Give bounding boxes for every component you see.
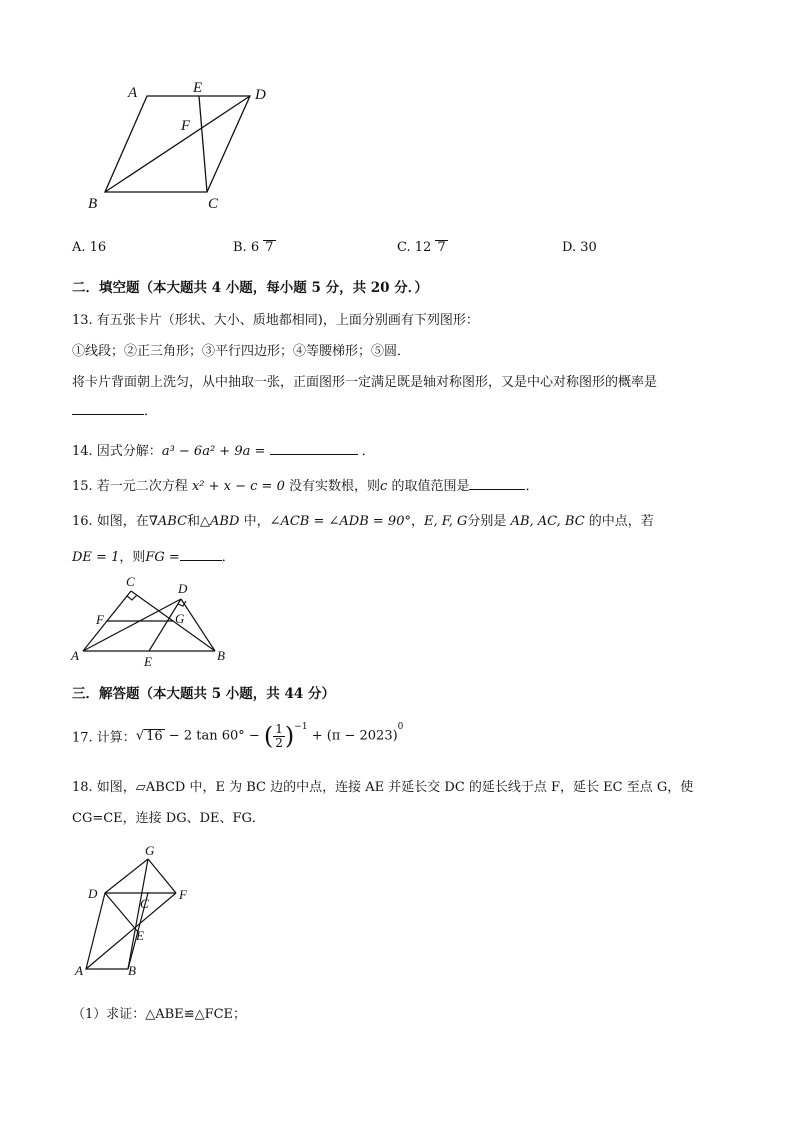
q13-line-3: 将卡片背面朝上洗匀，从中抽取一张，正面图形一定满足既是轴对称图形，又是中心对称图形的概率是 bbox=[72, 375, 658, 390]
q18-line-1: 18. 如图，▱ABCD 中，E 为 BC 边的中点，连接 AE 并延长交 DC 的延长线于点 F，延长 EC 至点 G，使 bbox=[72, 780, 694, 795]
fig18-label-g: G bbox=[145, 843, 155, 858]
q15-answer-blank[interactable] bbox=[469, 475, 525, 490]
fig16-label-b: B bbox=[217, 648, 225, 663]
fig16-label-f: F bbox=[96, 612, 104, 627]
section-2-heading: 二．填空题（本大题共 4 小题，每小题 5 分，共 20 分．） bbox=[72, 280, 429, 296]
fig18-label-f: F bbox=[179, 887, 187, 902]
label-e: E bbox=[193, 80, 203, 96]
figure-q16-triangles bbox=[68, 572, 238, 672]
fig18-label-e: E bbox=[136, 928, 144, 943]
label-a: A bbox=[128, 85, 138, 101]
q13-answer-line: ． bbox=[72, 400, 157, 419]
fig16-label-d: D bbox=[178, 581, 188, 596]
q12-option-d: D. 30 bbox=[562, 240, 597, 255]
q13-answer-blank[interactable] bbox=[72, 400, 144, 415]
q12-option-b: B. 6 7 bbox=[233, 240, 274, 255]
q12-option-a: A. 16 bbox=[72, 240, 107, 255]
q13-line-2: ①线段；②正三角形；③平行四边形；④等腰梯形；⑤圆． bbox=[72, 344, 411, 359]
q15: 15. 若一元二次方程 x² + x − c = 0 没有实数根，则c 的取值范围是 ． bbox=[72, 475, 538, 494]
q14-answer-blank[interactable] bbox=[270, 440, 358, 455]
fig16-label-e: E bbox=[144, 654, 152, 669]
fig16-label-g: G bbox=[175, 611, 185, 626]
fig18-label-c: C bbox=[140, 896, 149, 911]
q13-line-1: 13. 有五张卡片（形状、大小、质地都相同)，上面分别画有下列图形： bbox=[72, 313, 479, 328]
q16-line-1: 16. 如图，在∇ABC和△ABD 中，∠ACB = ∠ADB = 90°，E, F, G分别是 AB, AC, BC 的中点，若 bbox=[72, 514, 654, 529]
label-f: F bbox=[181, 118, 191, 134]
section-3-heading: 三．解答题（本大题共 5 小题，共 44 分） bbox=[72, 686, 335, 702]
q16-line-2: DE = 1，则FG = ． bbox=[72, 546, 235, 565]
fig18-label-b: B bbox=[128, 963, 136, 978]
figure-q12-parallelogram bbox=[80, 75, 280, 215]
fig16-label-c: C bbox=[126, 574, 135, 589]
label-c: C bbox=[208, 196, 219, 212]
q16-answer-blank[interactable] bbox=[180, 546, 222, 561]
label-d: D bbox=[255, 87, 266, 103]
fig16-label-a: A bbox=[71, 648, 79, 663]
fig18-label-a: A bbox=[75, 963, 83, 978]
label-b: B bbox=[88, 196, 98, 212]
q14: 14. 因式分解：a³ − 6a² + 9a = ． bbox=[72, 440, 375, 459]
q18-part-1: （1）求证：△ABE≌△FCE； bbox=[72, 1007, 247, 1022]
q17: 17. 计算：√ 16 − 2 tan 60° − ( $\frac{1}{2}$ )$^{-1} + (\pi - 2023)^0$ bbox=[72, 721, 404, 750]
q12-option-c: C. 12 7 bbox=[397, 240, 446, 255]
q18-line-2: CG=CE，连接 DG、DE、FG． bbox=[72, 811, 265, 826]
fig18-label-d: D bbox=[88, 886, 98, 901]
figure-q18-parallelogram bbox=[72, 842, 202, 980]
